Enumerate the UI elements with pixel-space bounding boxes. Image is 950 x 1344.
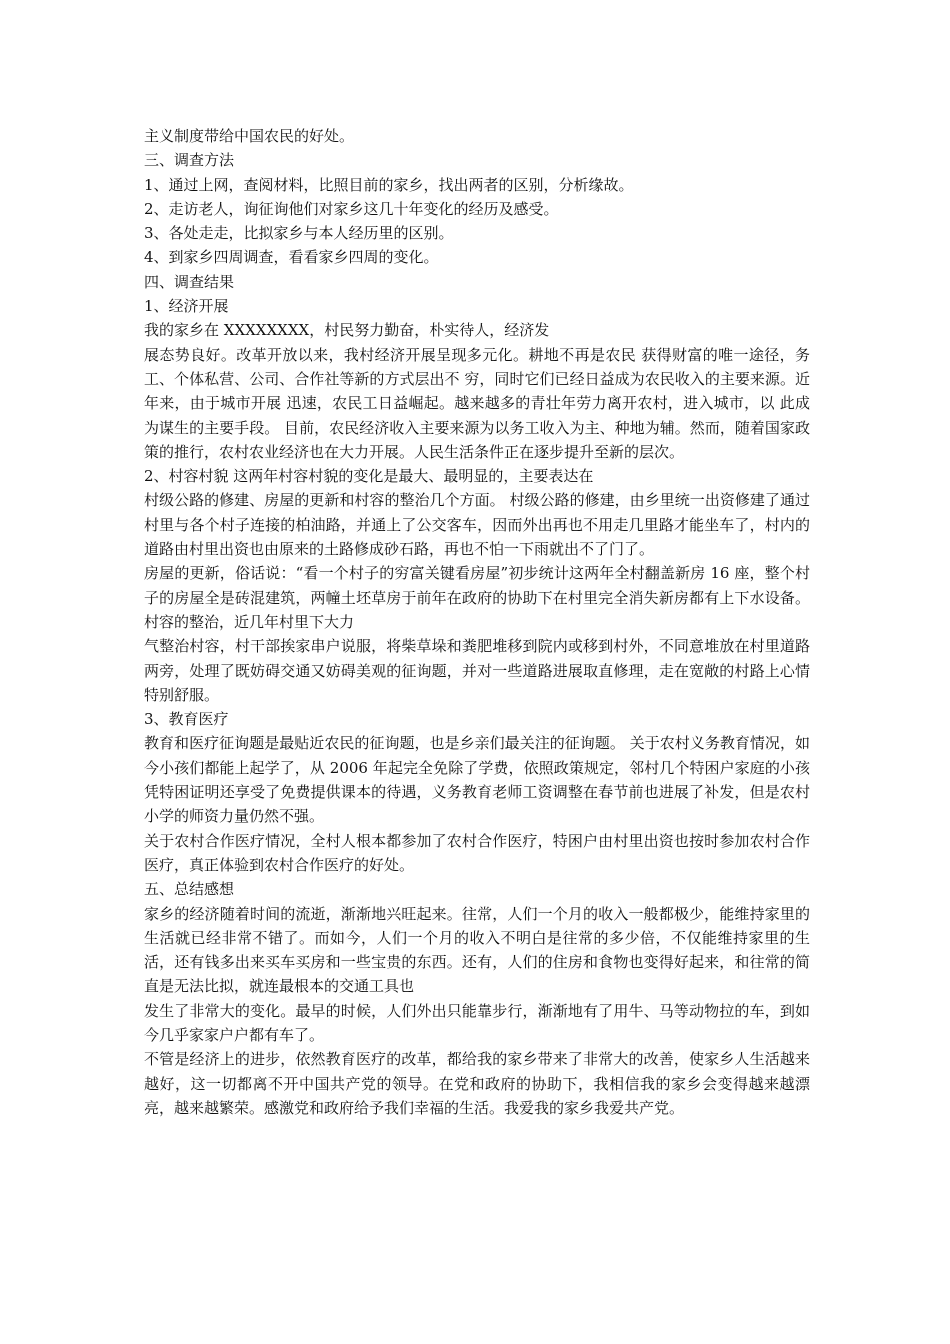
document-body <box>144 124 810 1120</box>
method-item-2: 2、走访老人，询征询他们对家乡这几十年变化的经历及感受。 <box>144 199 559 218</box>
heading-summary: 五、总结感想 <box>144 880 235 899</box>
method-item-1: 1、通过上网，查阅材料，比照目前的家乡，找出两者的区别，分析缘故。 <box>144 175 634 194</box>
heading-survey-results: 四、调查结果 <box>144 272 235 291</box>
subheading-village-appearance: 2、村容村貌 这两年村容村貌的变化是最大、最明显的，主要表达在 <box>144 467 594 486</box>
paragraph-education: 教育和医疗征询题是最贴近农民的征询题，也是乡亲们最关注的征询题。 关于农村义务教育情况，如今小孩们都能上起学了，从 2006 年起完全免除了学费，依照政策规定，邻村几个特困户家庭的小孩凭特困证明还享受了免费提供课本的待遇，义务教育老师工资调整在春节前也进展了补发，但是农村小学的师资力量仍然不强。 <box>144 734 810 826</box>
paragraph-summary-2: 发生了非常大的变化。最早的时候，人们外出只能靠步行，渐渐地有了用牛、马等动物拉的车，到如今几乎家家户户都有车了。 <box>144 1001 810 1044</box>
paragraph-summary-1: 家乡的经济随着时间的流逝，渐渐地兴旺起来。往常，人们一个月的收入一般都极少，能维持家里的生活就已经非常不错了。而如今，人们一个月的收入不明白是往常的多少倍，不仅能维持家里的生活，还有钱多出来买车买房和一些宝贵的东西。还有，人们的住房和食物也变得好起来，和往常的简直是无法比拟，就连最根本的交通工具也 <box>144 904 810 996</box>
paragraph-economy-lead: 我的家乡在 XXXXXXXX，村民努力勤奋，朴实待人，经济发 <box>144 321 550 340</box>
paragraph-housing: 房屋的更新，俗话说：“看一个村子的穷富关键看房屋”初步统计这两年全村翻盖新房 16 座，整个村子的房屋全是砖混建筑，两幢土坯草房于前年在政府的协助下在村里完全消失新房都有上下水设备。村容的整治，近几年村里下大力 <box>144 564 810 631</box>
heading-survey-method: 三、调查方法 <box>144 151 235 170</box>
paragraph-village-cleanup: 气整治村容，村干部挨家串户说服，将柴草垛和粪肥堆移到院内或移到村外，不同意堆放在村里道路两旁，处理了既妨碍交通又妨碍美观的征询题，并对一些道路进展取直修理，走在宽敞的村路上心情特别舒服。 <box>144 637 810 704</box>
method-item-3: 3、各处走走，比拟家乡与本人经历里的区别。 <box>144 224 454 243</box>
method-item-4: 4、到家乡四周调查，看看家乡四周的变化。 <box>144 248 439 267</box>
subheading-education-medical: 3、教育医疗 <box>144 710 229 729</box>
paragraph-summary-3: 不管是经济上的进步，依然教育医疗的改革，都给我的家乡带来了非常大的改善，使家乡人生活越来越好，这一切都离不开中国共产党的领导。在党和政府的协助下，我相信我的家乡会变得越来越漂亮，越来越繁荣。感激党和政府给予我们幸福的生活。我爱我的家乡我爱共产党。 <box>144 1050 810 1117</box>
paragraph-roads: 村级公路的修建、房屋的更新和村容的整治几个方面。 村级公路的修建，由乡里统一出资修建了通过村里与各个村子连接的柏油路，并通上了公交客车，因而外出再也不用走几里路才能坐车了，村内的道路由村里出资也由原来的土路修成砂石路，再也不怕一下雨就出不了门了。 <box>144 491 810 559</box>
paragraph-economy: 展态势良好。改革开放以来，我村经济开展呈现多元化。耕地不再是农民 获得财富的唯一途径，务工、个体私营、公司、合作社等新的方式层出不 穷，同时它们已经日益成为农民收入的主要来源。近年来，由于城市开展 迅速，农民工日益崛起。越来越多的青壮年劳力离开农村，进入城市，以 此成为谋生的主要手段。 目前，农民经济收入主要来源为以务工收入为主、种地为辅。然而，随着国家政策的推行，农村农业经济也在大力开展。人民生活条件正在逐步提升至新的层次。 <box>144 345 810 461</box>
paragraph-medical: 关于农村合作医疗情况，全村人根本都参加了农村合作医疗，特困户由村里出资也按时参加农村合作医疗，真正体验到农村合作医疗的好处。 <box>144 831 810 874</box>
paragraph-intro-end: 主义制度带给中国农民的好处。 <box>144 127 355 145</box>
subheading-economy: 1、经济开展 <box>144 297 229 316</box>
